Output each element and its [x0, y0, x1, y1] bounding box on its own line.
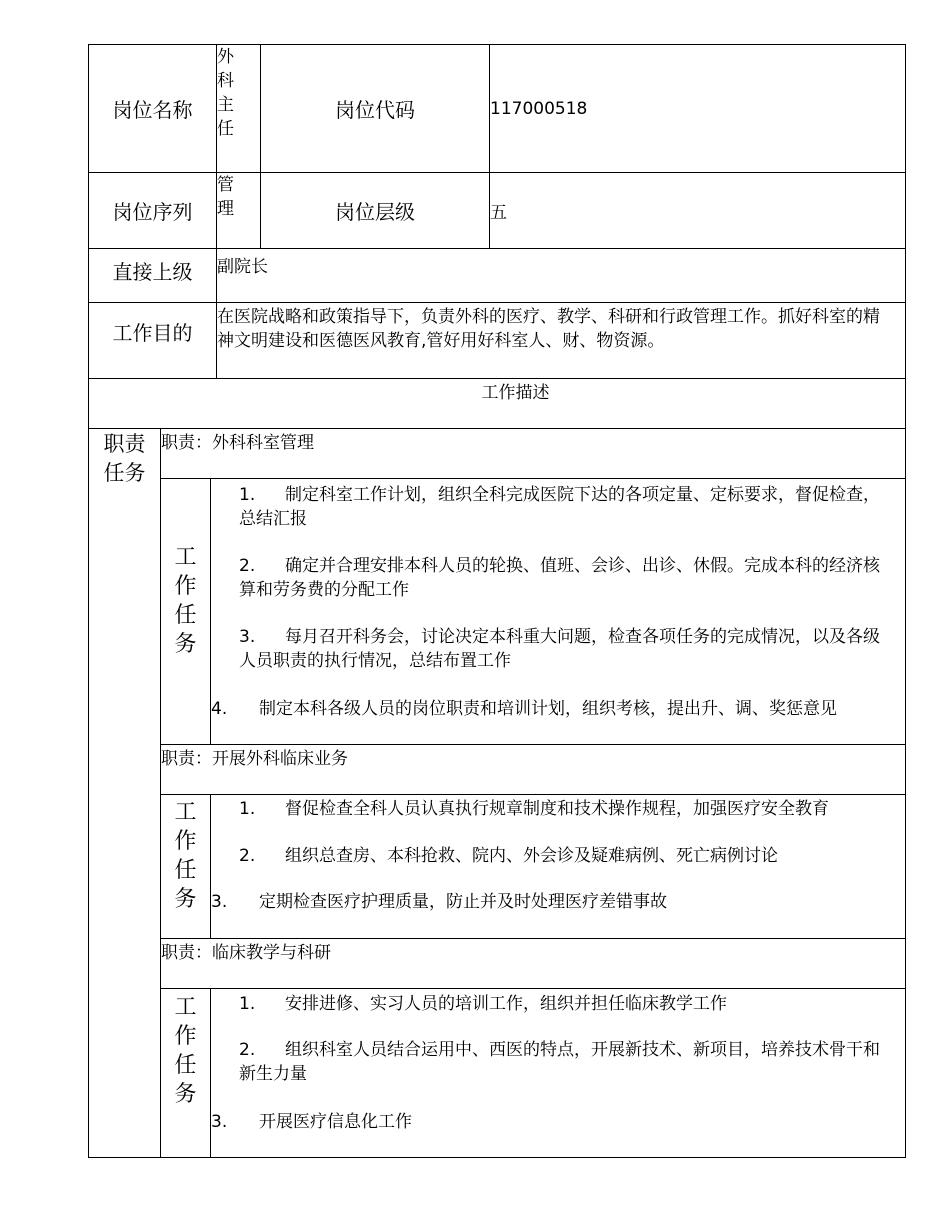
section-3-title: 职责：临床教学与科研: [160, 938, 906, 988]
section-3-tasks: [210, 988, 906, 1158]
task-number: 4.: [211, 699, 228, 719]
post-series-value: 管理: [217, 175, 234, 219]
task-number: 1.: [239, 994, 256, 1014]
task-item: [239, 1038, 887, 1086]
section-2-title: 职责：开展外科临床业务: [160, 744, 906, 794]
task-text: 开展医疗信息化工作: [259, 1112, 412, 1132]
task-item: [239, 844, 899, 868]
task-item: [211, 697, 905, 721]
task-item: [211, 1110, 901, 1134]
duties-label: 职责任务: [103, 432, 146, 485]
table-border-bottom: [88, 1157, 906, 1158]
task-number: 1.: [239, 799, 256, 819]
task-item: [239, 483, 887, 531]
task-text: 制定本科各级人员的岗位职责和培训计划，组织考核，提出升、调、奖惩意见: [259, 699, 837, 719]
task-number: 3.: [239, 627, 256, 647]
post-series-label: 岗位序列: [88, 172, 216, 248]
section-3-task-label-cell: [160, 988, 210, 1158]
duties-column: [88, 428, 160, 1158]
purpose-value: 在医院战略和政策指导下，负责外科的医疗、教学、科研和行政管理工作。抓好科室的精神文明建设和医德医风教育,管好用好科室人、财、物资源。: [216, 302, 906, 378]
supervisor-label-cell: [88, 248, 216, 302]
section-1-tasks: [210, 478, 906, 744]
task-number: 2.: [239, 846, 256, 866]
post-name-cell: [216, 44, 260, 172]
table-border-right: [905, 44, 906, 1158]
post-level-value: 五: [490, 203, 507, 223]
task-number: 3.: [211, 1112, 228, 1132]
section-2-tasks: [210, 794, 906, 938]
task-text: 每月召开科务会，讨论决定本科重大问题，检查各项任务的完成情况，以及各级人员职责的执行情况，总结布置工作: [239, 627, 880, 671]
task-text: 确定并合理安排本科人员的轮换、值班、会诊、出诊、休假。完成本科的经济核算和劳务费的分配工作: [239, 556, 880, 600]
post-code-label: 岗位代码: [260, 44, 489, 172]
task-item: [239, 797, 899, 821]
description-title: 工作描述: [88, 378, 906, 428]
section-1-title: 职责：外科科室管理: [160, 428, 906, 478]
post-code-cell: [489, 44, 906, 172]
task-text: 组织总查房、本科抢救、院内、外会诊及疑难病例、死亡病例讨论: [285, 846, 778, 866]
section-2-task-label: 工作任务: [174, 800, 197, 912]
task-item: [239, 625, 887, 673]
job-description-table: [88, 44, 906, 1158]
task-text: 安排进修、实习人员的培训工作，组织并担任临床教学工作: [285, 994, 727, 1014]
task-number: 2.: [239, 1040, 256, 1060]
task-number: 3.: [211, 892, 228, 912]
supervisor-label: 直接上级: [112, 260, 193, 284]
section-1-task-label: 工作任务: [174, 545, 197, 657]
task-number: 1.: [239, 485, 256, 505]
purpose-label: 工作目的: [112, 321, 193, 345]
task-number: 2.: [239, 556, 256, 576]
post-name-label: 岗位名称: [88, 44, 216, 172]
purpose-label-cell: [88, 302, 216, 378]
post-name-value: 外科主任: [217, 47, 234, 139]
task-text: 定期检查医疗护理质量，防止并及时处理医疗差错事故: [259, 892, 667, 912]
task-text: 督促检查全科人员认真执行规章制度和技术操作规程，加强医疗安全教育: [285, 799, 829, 819]
post-level-cell: [489, 172, 906, 248]
task-item: [239, 992, 887, 1016]
task-text: 制定科室工作计划，组织全科完成医院下达的各项定量、定标要求，督促检查，总结汇报: [239, 485, 880, 529]
post-series-cell: [216, 172, 260, 248]
task-item: [211, 890, 901, 914]
post-code-value: 117000518: [490, 98, 588, 119]
supervisor-value: 副院长: [216, 248, 906, 302]
task-item: [239, 554, 887, 602]
section-3-task-label: 工作任务: [174, 995, 197, 1107]
post-level-label: 岗位层级: [260, 172, 489, 248]
task-text: 组织科室人员结合运用中、西医的特点，开展新技术、新项目，培养技术骨干和新生力量: [239, 1040, 880, 1084]
section-2-task-label-cell: [160, 794, 210, 938]
section-1-task-label-cell: [160, 478, 210, 744]
